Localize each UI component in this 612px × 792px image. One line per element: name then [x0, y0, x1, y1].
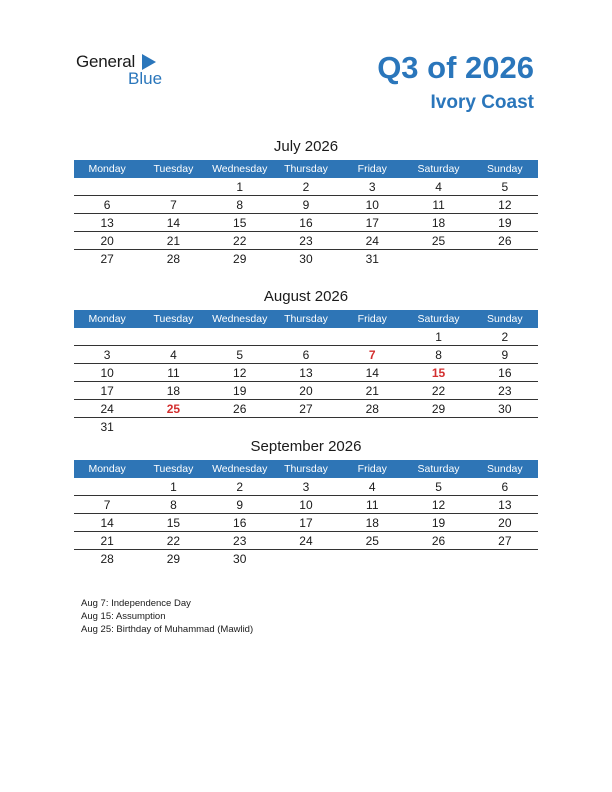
- logo-flag-icon: [142, 54, 156, 70]
- weekday-header: Monday: [74, 460, 140, 478]
- weekday-header: Tuesday: [140, 460, 206, 478]
- day-cell: 20: [74, 232, 140, 250]
- weekday-header: Saturday: [405, 310, 471, 328]
- week-row: [74, 514, 538, 532]
- day-cell: 6: [74, 196, 140, 214]
- day-cell: 10: [74, 364, 140, 382]
- day-cell: 7: [339, 346, 405, 364]
- weekday-header: Friday: [339, 310, 405, 328]
- week-row: [74, 250, 538, 268]
- day-cell: 14: [140, 214, 206, 232]
- week-row: [74, 382, 538, 400]
- day-cell: 2: [273, 178, 339, 196]
- day-cell: 17: [74, 382, 140, 400]
- weekday-header: Saturday: [405, 160, 471, 178]
- day-cell: 11: [405, 196, 471, 214]
- day-cell: 6: [273, 346, 339, 364]
- day-cell: 30: [472, 400, 538, 418]
- day-cell: [207, 418, 273, 436]
- day-cell: [339, 550, 405, 568]
- day-cell: 11: [339, 496, 405, 514]
- weekday-header: Sunday: [472, 460, 538, 478]
- day-cell: 19: [207, 382, 273, 400]
- day-cell: 21: [140, 232, 206, 250]
- day-cell: [74, 478, 140, 496]
- day-cell: 30: [233, 551, 247, 566]
- day-cell: 14: [339, 364, 405, 382]
- week-row: [74, 532, 538, 550]
- day-cell: [405, 250, 471, 268]
- day-cell: 17: [339, 214, 405, 232]
- day-cell: 18: [140, 382, 206, 400]
- weekday-header-row: [74, 460, 538, 478]
- weekday-header: Friday: [339, 460, 405, 478]
- week-row: [74, 178, 538, 196]
- month-september: [74, 436, 538, 567]
- brand-logo: [76, 52, 163, 88]
- day-cell: 4: [140, 346, 206, 364]
- day-cell: [339, 418, 405, 436]
- holiday-note: Aug 7: Independence Day: [81, 598, 191, 609]
- day-cell: 22: [140, 532, 206, 550]
- weekday-header: Tuesday: [140, 160, 206, 178]
- day-cell: 30: [299, 251, 313, 266]
- weekday-header: Monday: [74, 160, 140, 178]
- day-cell: [273, 418, 339, 436]
- day-cell: 16: [472, 364, 538, 382]
- day-cell: 12: [405, 496, 471, 514]
- week-row: [74, 418, 538, 436]
- month-july: [74, 136, 538, 267]
- day-cell: 28: [166, 251, 181, 266]
- weekday-header: Thursday: [273, 160, 339, 178]
- day-cell: 1: [405, 328, 471, 346]
- day-cell: [140, 328, 206, 346]
- day-cell: 17: [273, 514, 339, 532]
- month-title: September 2026: [250, 438, 362, 455]
- day-cell: 26: [472, 232, 538, 250]
- week-row: [74, 400, 538, 418]
- holiday-notes: [81, 597, 253, 636]
- day-cell: 25: [405, 232, 471, 250]
- day-cell: 7: [140, 196, 206, 214]
- day-cell: [472, 550, 538, 568]
- day-cell: 23: [472, 382, 538, 400]
- weekday-header: Friday: [339, 160, 405, 178]
- week-row: [74, 550, 538, 568]
- day-cell: [405, 550, 471, 568]
- day-cell: 29: [405, 400, 471, 418]
- day-cell: 20: [273, 382, 339, 400]
- day-cell: 24: [74, 400, 140, 418]
- day-cell: 24: [273, 532, 339, 550]
- week-row: [74, 196, 538, 214]
- weekday-header: Thursday: [273, 310, 339, 328]
- day-cell: 23: [207, 532, 273, 550]
- weekday-header: Wednesday: [207, 460, 273, 478]
- day-cell: 31: [100, 419, 114, 434]
- day-cell: 10: [339, 196, 405, 214]
- calendar-table: [74, 160, 538, 267]
- week-row: [74, 346, 538, 364]
- day-cell: 14: [74, 514, 140, 532]
- day-cell: 5: [405, 478, 471, 496]
- day-cell: 27: [273, 400, 339, 418]
- holiday-note: Aug 15: Assumption: [81, 611, 166, 622]
- day-cell: 15: [140, 514, 206, 532]
- day-cell: 24: [339, 232, 405, 250]
- day-cell: 21: [339, 382, 405, 400]
- day-cell: 23: [273, 232, 339, 250]
- month-august: [74, 286, 538, 435]
- day-cell: 8: [207, 196, 273, 214]
- day-cell: 20: [472, 514, 538, 532]
- week-row: [74, 364, 538, 382]
- day-cell: 11: [140, 364, 206, 382]
- day-cell: 31: [365, 251, 379, 266]
- weekday-header: Monday: [74, 310, 140, 328]
- weekday-header: Wednesday: [207, 160, 273, 178]
- day-cell: 5: [207, 346, 273, 364]
- day-cell: 16: [273, 214, 339, 232]
- day-cell: 28: [339, 400, 405, 418]
- day-cell: 22: [207, 232, 273, 250]
- weekday-header-row: [74, 310, 538, 328]
- day-cell: 18: [405, 214, 471, 232]
- month-title: August 2026: [263, 288, 349, 305]
- holiday-note: Aug 25: Birthday of Muhammad (Mawlid): [81, 624, 254, 635]
- day-cell: 21: [74, 532, 140, 550]
- day-cell: 2: [207, 478, 273, 496]
- day-cell: 27: [100, 251, 114, 266]
- day-cell: 19: [405, 514, 471, 532]
- weekday-header: Sunday: [472, 310, 538, 328]
- day-cell: 15: [207, 214, 273, 232]
- day-cell: 25: [339, 532, 405, 550]
- day-cell: 4: [339, 478, 405, 496]
- day-cell: 16: [207, 514, 273, 532]
- weekday-header: Saturday: [405, 460, 471, 478]
- day-cell: 5: [472, 178, 538, 196]
- day-cell: 18: [339, 514, 405, 532]
- day-cell: [74, 328, 140, 346]
- weekday-header: Wednesday: [207, 310, 273, 328]
- day-cell: 13: [74, 214, 140, 232]
- week-row: [74, 496, 538, 514]
- day-cell: 28: [100, 551, 114, 566]
- day-cell: 4: [405, 178, 471, 196]
- day-cell: [273, 550, 339, 568]
- day-cell: 1: [140, 478, 206, 496]
- day-cell: 25: [140, 400, 206, 418]
- day-cell: 8: [405, 346, 471, 364]
- logo-text-general: General: [76, 52, 136, 71]
- day-cell: 9: [207, 496, 273, 514]
- day-cell: 27: [472, 532, 538, 550]
- calendar-table: [74, 460, 538, 567]
- weekday-header: Thursday: [273, 460, 339, 478]
- weekday-header: Tuesday: [140, 310, 206, 328]
- day-cell: 22: [405, 382, 471, 400]
- month-title: July 2026: [273, 138, 339, 155]
- day-cell: 19: [472, 214, 538, 232]
- country-name: Ivory Coast: [430, 92, 534, 113]
- day-cell: 9: [273, 196, 339, 214]
- day-cell: [74, 178, 140, 196]
- day-cell: 10: [273, 496, 339, 514]
- day-cell: 15: [405, 364, 471, 382]
- day-cell: [273, 328, 339, 346]
- day-cell: 26: [405, 532, 471, 550]
- day-cell: [339, 328, 405, 346]
- day-cell: 7: [74, 496, 140, 514]
- day-cell: 3: [273, 478, 339, 496]
- day-cell: 6: [472, 478, 538, 496]
- day-cell: [405, 418, 471, 436]
- day-cell: 1: [207, 178, 273, 196]
- day-cell: 29: [233, 251, 247, 266]
- weekday-header-row: [74, 160, 538, 178]
- day-cell: [207, 328, 273, 346]
- calendar-table: [74, 310, 538, 435]
- day-cell: [472, 250, 538, 268]
- day-cell: 26: [207, 400, 273, 418]
- day-cell: 3: [74, 346, 140, 364]
- week-row: [74, 232, 538, 250]
- day-cell: 13: [273, 364, 339, 382]
- logo-text-blue: Blue: [128, 69, 163, 88]
- day-cell: 12: [472, 196, 538, 214]
- day-cell: 29: [166, 551, 181, 566]
- day-cell: [472, 418, 538, 436]
- week-row: [74, 328, 538, 346]
- day-cell: 3: [339, 178, 405, 196]
- day-cell: 8: [140, 496, 206, 514]
- week-row: [74, 214, 538, 232]
- day-cell: 9: [472, 346, 538, 364]
- weekday-header: Sunday: [472, 160, 538, 178]
- day-cell: [140, 178, 206, 196]
- day-cell: 13: [472, 496, 538, 514]
- day-cell: 12: [207, 364, 273, 382]
- day-cell: [140, 418, 206, 436]
- page-title: Q3 of 2026: [377, 50, 534, 85]
- week-row: [74, 478, 538, 496]
- day-cell: 2: [472, 328, 538, 346]
